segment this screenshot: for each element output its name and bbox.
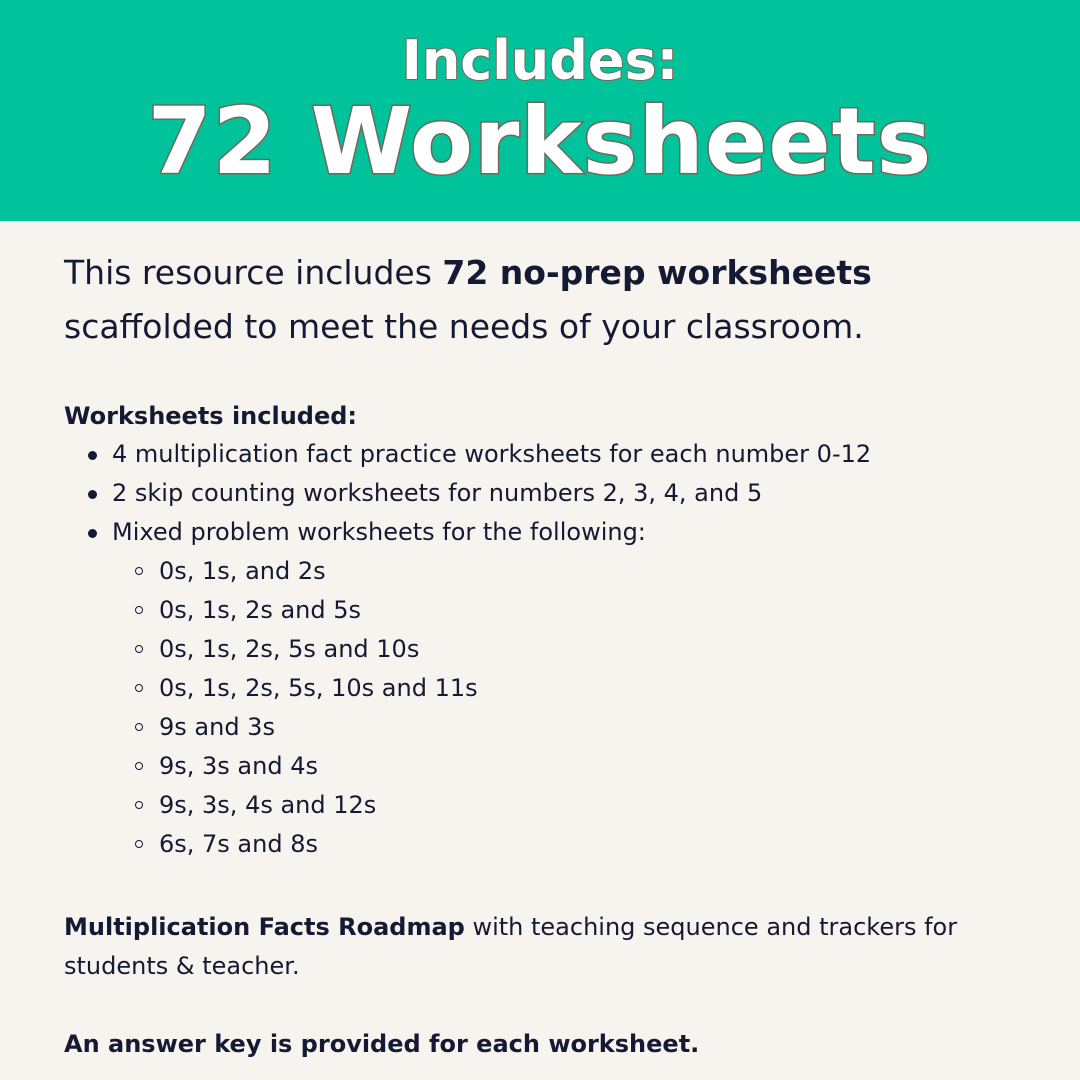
main-content	[64, 246, 1024, 1064]
bullet-circle-icon	[135, 762, 143, 770]
intro-highlight: 72 no-prep worksheets	[442, 253, 872, 292]
bullet-circle-icon	[135, 684, 143, 692]
roadmap-description: with teaching sequence and trackers for students & teacher.	[64, 913, 958, 980]
list-item-text: 2 skip counting worksheets for numbers 2, 3, 4, and 5	[112, 479, 763, 507]
sub-list-item	[64, 591, 1024, 630]
bullet-circle-icon	[135, 840, 143, 848]
bullet-dot-icon	[88, 529, 97, 538]
list-item-text: 4 multiplication fact practice worksheets for each number 0-12	[112, 440, 872, 468]
header-title: 72 Worksheets	[147, 88, 933, 195]
bullet-dot-icon	[88, 490, 97, 499]
answer-key-note: An answer key is provided for each worksheet.	[64, 1030, 700, 1058]
sub-list-item	[64, 708, 1024, 747]
sub-list-item-text: 6s, 7s and 8s	[159, 830, 318, 858]
sub-list-item-text: 9s, 3s, 4s and 12s	[159, 791, 377, 819]
sub-list-item	[64, 669, 1024, 708]
sub-list-item-text: 9s, 3s and 4s	[159, 752, 318, 780]
mixed-problems-list	[64, 552, 1024, 864]
roadmap-paragraph	[64, 908, 1024, 986]
roadmap-title: Multiplication Facts Roadmap	[64, 913, 465, 941]
sub-list-item-text: 0s, 1s, 2s, 5s and 10s	[159, 635, 420, 663]
bullet-circle-icon	[135, 567, 143, 575]
sub-list-item	[64, 747, 1024, 786]
list-item	[64, 474, 1024, 513]
sub-list-item-text: 0s, 1s, 2s and 5s	[159, 596, 362, 624]
intro-paragraph	[64, 246, 1024, 354]
header-includes-label: Includes:	[401, 29, 679, 92]
worksheets-list	[64, 435, 1024, 552]
list-item	[64, 513, 1024, 552]
header-banner	[0, 0, 1080, 221]
bullet-dot-icon	[88, 451, 97, 460]
sub-list-item	[64, 552, 1024, 591]
sub-list-item-text: 0s, 1s, and 2s	[159, 557, 326, 585]
intro-text-end: scaffolded to meet the needs of your classroom.	[64, 307, 864, 346]
sub-list-item-text: 9s and 3s	[159, 713, 275, 741]
worksheets-heading: Worksheets included:	[64, 402, 358, 430]
sub-list-item	[64, 786, 1024, 825]
list-item-text: Mixed problem worksheets for the following:	[112, 518, 646, 546]
bullet-circle-icon	[135, 645, 143, 653]
sub-list-item	[64, 825, 1024, 864]
intro-text-start: This resource includes	[64, 253, 443, 292]
bullet-circle-icon	[135, 801, 143, 809]
sub-list-item	[64, 630, 1024, 669]
list-item	[64, 435, 1024, 474]
bullet-circle-icon	[135, 723, 143, 731]
sub-list-item-text: 0s, 1s, 2s, 5s, 10s and 11s	[159, 674, 478, 702]
bullet-circle-icon	[135, 606, 143, 614]
